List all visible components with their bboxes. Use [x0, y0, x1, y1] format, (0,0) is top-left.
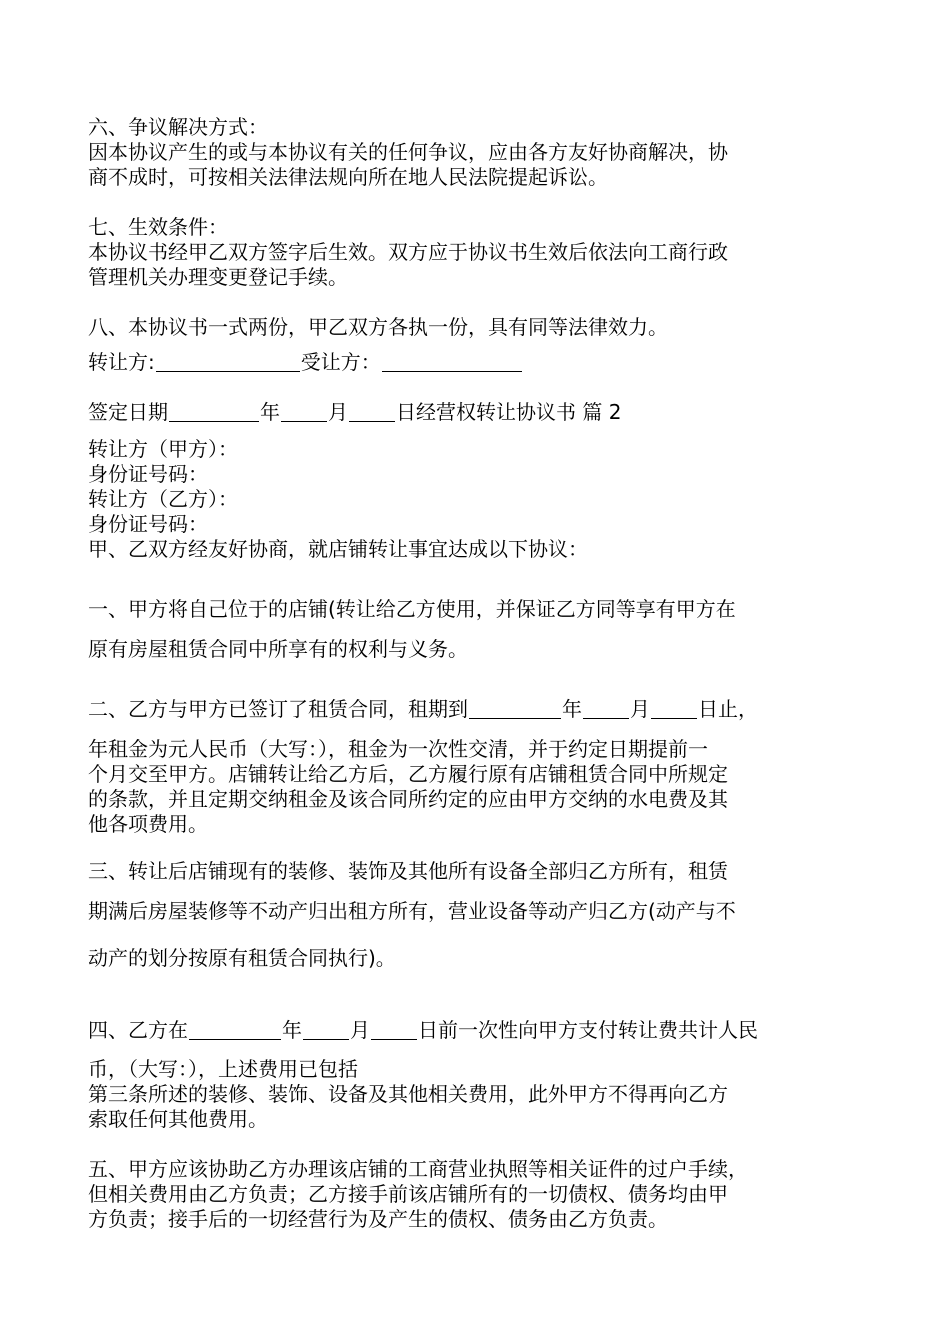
agreement-intro: 甲、乙双方经友好协商，就店铺转让事宜达成以下协议： — [88, 537, 588, 561]
month-label: 月 — [328, 400, 348, 424]
lease-day-blank — [651, 698, 697, 719]
payment-day-blank — [371, 1019, 417, 1040]
lease-month-blank — [583, 698, 629, 719]
clause-4-pre: 四、乙方在 — [88, 1018, 188, 1042]
transferee-blank — [382, 351, 522, 372]
clause-2-line-2: 年租金为元人民币（大写：），租金为一次性交清，并于约定日期提前一 — [88, 737, 708, 761]
clause-4-line-4: 索取任何其他费用。 — [88, 1107, 268, 1131]
clause-1-line-1: 一、甲方将自己位于的店铺(转让给乙方使用，并保证乙方同等享有甲方在 — [88, 597, 736, 621]
clause-2-line-1 — [88, 697, 758, 722]
clause-3-line-3: 动产的划分按原有租赁合同执行)。 — [88, 946, 396, 970]
clause-4-line-2: 币，（大写：），上述费用已包括 — [88, 1057, 358, 1081]
lease-year-label: 年 — [562, 697, 582, 721]
transferee-label: 受让方： — [300, 350, 381, 374]
section-6-title: 六、争议解决方式： — [88, 115, 268, 139]
clause-2-pre: 二、乙方与甲方已签订了租赁合同，租期到 — [88, 697, 468, 721]
clause-2-line-4: 的条款，并且定期交纳租金及该合同所约定的应由甲方交纳的水电费及其 — [88, 787, 728, 811]
clause-3-line-1: 三、转让后店铺现有的装修、装饰及其他所有设备全部归乙方所有，租赁 — [88, 859, 728, 883]
clause-2-line-5: 他各项费用。 — [88, 812, 208, 836]
date-line — [88, 400, 621, 425]
date-year-blank — [169, 401, 259, 422]
clause-4-post: 日前一次性向甲方支付转让费共计人民 — [418, 1018, 758, 1042]
transferor-blank — [156, 351, 300, 372]
clause-5-line-2: 但相关费用由乙方负责；乙方接手前该店铺所有的一切债权、债务均由甲 — [88, 1182, 728, 1206]
section-8: 八、本协议书一式两份，甲乙双方各执一份，具有同等法律效力。 — [88, 315, 668, 339]
payment-month-blank — [303, 1019, 349, 1040]
section-7-line-1: 本协议书经甲乙双方签字后生效。双方应于协议书生效后依法向工商行政 — [88, 240, 728, 264]
party-a-id-label: 身份证号码： — [88, 462, 208, 486]
signature-line — [88, 350, 523, 375]
section-7-title: 七、生效条件： — [88, 215, 228, 239]
date-day-blank — [349, 401, 395, 422]
clause-2-post: 日止， — [698, 697, 758, 721]
clause-2-line-3: 个月交至甲方。店铺转让给乙方后，乙方履行原有店铺租赁合同中所规定 — [88, 762, 728, 786]
clause-3-line-2: 期满后房屋装修等不动产归出租方所有，营业设备等动产归乙方(动产与不 — [88, 899, 736, 923]
payment-year-label: 年 — [282, 1018, 302, 1042]
date-month-blank — [281, 401, 327, 422]
date-label: 签定日期 — [88, 400, 168, 424]
clause-4-line-1 — [88, 1018, 758, 1043]
payment-year-blank — [189, 1019, 281, 1040]
lease-year-blank — [469, 698, 561, 719]
lease-month-label: 月 — [630, 697, 650, 721]
section-6-line-2: 商不成时，可按相关法律法规向所在地人民法院提起诉讼。 — [88, 165, 608, 189]
clause-5-line-1: 五、甲方应该协助乙方办理该店铺的工商营业执照等相关证件的过户手续， — [88, 1157, 748, 1181]
part-2-heading: 日经营权转让协议书 篇 2 — [396, 400, 622, 424]
clause-5-line-3: 方负责；接手后的一切经营行为及产生的债权、债务由乙方负责。 — [88, 1207, 668, 1231]
section-7-line-2: 管理机关办理变更登记手续。 — [88, 265, 348, 289]
transferor-label: 转让方: — [88, 350, 155, 374]
year-label: 年 — [260, 400, 280, 424]
clause-1-line-2: 原有房屋租赁合同中所享有的权利与义务。 — [88, 637, 468, 661]
party-b-id-label: 身份证号码： — [88, 512, 208, 536]
section-6-line-1: 因本协议产生的或与本协议有关的任何争议，应由各方友好协商解决，协 — [88, 140, 728, 164]
party-b-label: 转让方（乙方）： — [88, 487, 238, 511]
party-a-label: 转让方（甲方）： — [88, 437, 238, 461]
payment-month-label: 月 — [350, 1018, 370, 1042]
clause-4-line-3: 第三条所述的装修、装饰、设备及其他相关费用，此外甲方不得再向乙方 — [88, 1082, 728, 1106]
